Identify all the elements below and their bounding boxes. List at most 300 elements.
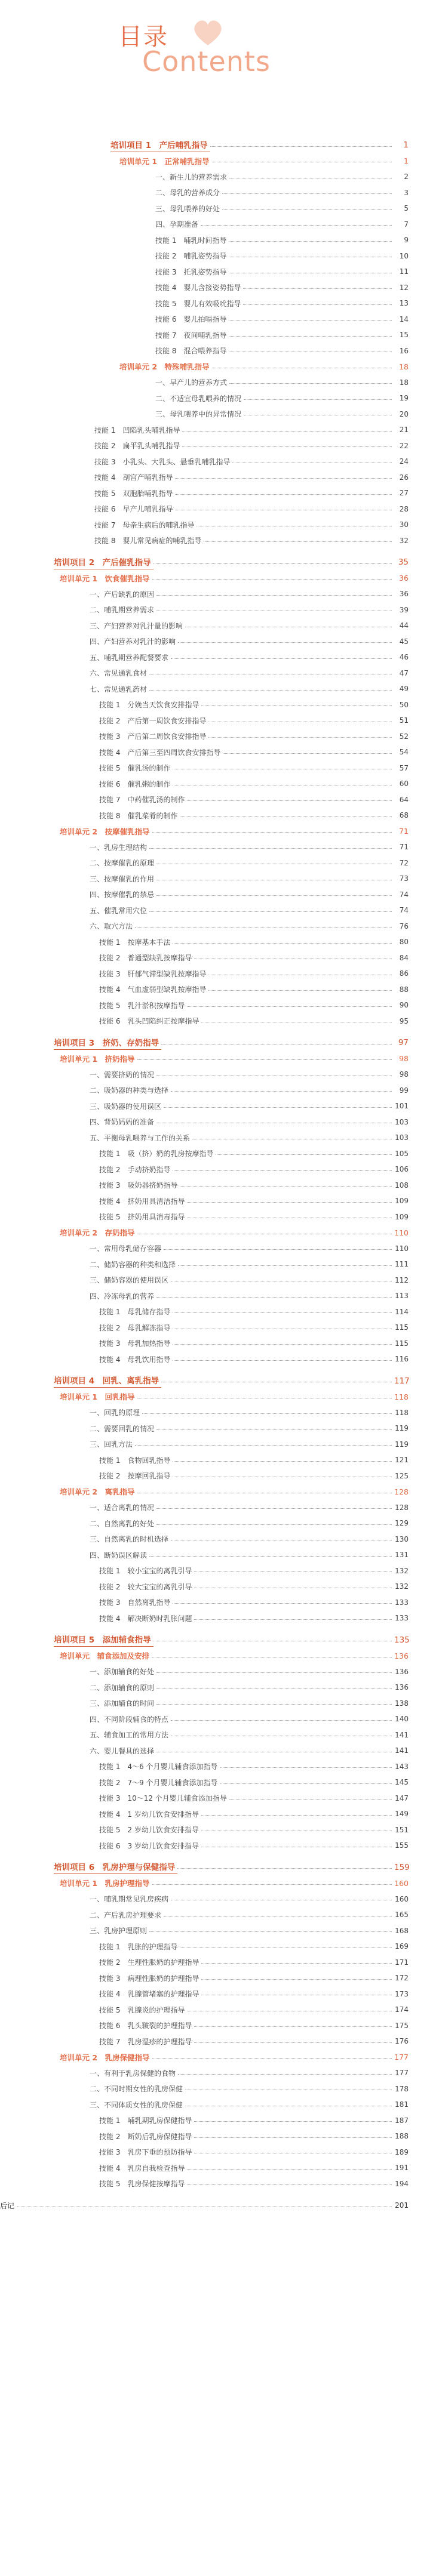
toc-entry-item[interactable] [0,1500,436,1516]
toc-entry-label: 二、母乳的营养成分 [155,189,220,198]
toc-entry-skill[interactable] [0,1178,436,1194]
toc-entry-item[interactable] [0,919,436,935]
toc-entry-label: 培训单元 2 特殊哺乳指导 [119,362,210,372]
toc-entry-label: 技能 8 催乳菜肴的制作 [99,811,178,820]
heart-icon [190,18,226,48]
toc-entry-skill[interactable] [0,232,436,248]
dot-leader [156,1524,392,1525]
toc-entry-page: 54 [399,748,409,757]
toc-entry-unit[interactable] [0,1648,436,1664]
toc-entry-item[interactable] [0,839,436,855]
toc-entry-label: 技能 3 母乳加热指导 [99,1339,171,1348]
toc-entry-item[interactable] [0,586,436,602]
toc-entry-skill[interactable] [0,1822,436,1838]
toc-entry-item[interactable] [0,1696,436,1712]
toc-entry-item[interactable] [0,1532,436,1548]
toc-entry-label: 四、不同阶段辅食的特点 [90,1715,169,1724]
toc-entry-page: 143 [395,1762,409,1771]
toc-entry-label: 技能 2 断奶后乳房保健指导 [99,2132,192,2141]
toc-entry-skill[interactable] [0,280,436,296]
toc-entry-page: 74 [399,906,409,915]
toc-entry-item[interactable] [0,618,436,634]
toc-entry-page: 30 [399,520,409,529]
dot-leader [220,1767,392,1768]
toc-entry-item[interactable] [0,1241,436,1257]
toc-entry-skill[interactable] [0,950,436,966]
toc-entry-project[interactable] [0,1373,436,1389]
toc-entry-label: 技能 2 7～9 个月婴儿辅食添加指导 [99,1778,218,1787]
toc-entry-label: 一、常用母乳储存容器 [90,1244,162,1253]
toc-entry-item[interactable] [0,1272,436,1289]
dot-leader [152,2058,392,2059]
toc-entry-item[interactable] [0,1067,436,1083]
toc-entry-unit[interactable] [0,824,436,840]
toc-entry-skill[interactable] [0,1161,436,1178]
dot-leader [173,1312,392,1313]
toc-entry-label: 培训项目 2 产后催乳指导 [54,556,153,569]
toc-entry-skill[interactable] [0,1774,436,1791]
dot-leader [194,2121,392,2122]
toc-entry-unit[interactable] [0,1051,436,1067]
toc-entry-skill[interactable] [0,2176,436,2192]
toc-entry-label: 技能 6 3 岁幼儿饮食安排指导 [99,1841,199,1850]
dot-leader [222,193,392,194]
toc-entry-label: 技能 4 母乳饮用指导 [99,1355,171,1364]
toc-entry-label: 三、吸奶器的使用误区 [90,1102,162,1111]
dot-leader [229,320,392,321]
toc-entry-unit[interactable] [0,1484,436,1500]
toc-entry-item[interactable] [0,390,436,406]
toc-entry-skill[interactable] [0,422,436,438]
toc-entry-skill[interactable] [0,485,436,501]
toc-entry-skill[interactable] [0,729,436,745]
toc-entry-page: 108 [395,1181,409,1190]
toc-entry-skill[interactable] [0,1013,436,1030]
toc-entry-skill[interactable] [0,966,436,982]
toc-entry-label: 一、早产儿的营养方式 [155,378,228,387]
toc-entry-skill[interactable] [0,1986,436,2002]
toc-entry-page: 171 [395,1958,409,1967]
toc-entry-unit[interactable] [0,1225,436,1241]
toc-entry-page: 24 [399,457,409,466]
toc-entry-page: 121 [395,1456,409,1465]
toc-entry-item[interactable] [0,2081,436,2097]
toc-entry-label: 二、产后乳房护理要求 [90,1911,162,1919]
toc-entry-item[interactable] [0,634,436,650]
dot-leader [137,1059,392,1060]
toc-entry-skill[interactable] [0,1209,436,1225]
toc-entry-label: 技能 3 10～12 个月婴儿辅食添加指导 [99,1794,227,1803]
toc-entry-skill[interactable] [0,501,436,517]
dot-leader [135,1445,392,1446]
toc-entry-page: 57 [399,763,409,772]
toc-entry-label: 三、母乳喂养的好处 [155,204,220,213]
toc-entry-page: 159 [394,1862,410,1872]
toc-entry-item[interactable] [0,665,436,682]
toc-entry-skill[interactable] [0,517,436,533]
toc-entry-page: 12 [399,283,409,292]
toc-entry-skill[interactable] [0,327,436,343]
toc-entry-label: 一、回乳的原理 [90,1409,140,1418]
dot-leader [171,658,392,659]
toc-entry-skill[interactable] [0,2128,436,2144]
toc-entry-skill[interactable] [0,934,436,950]
dot-leader [194,1619,392,1620]
toc-entry-label: 三、不同体质女性的乳房保健 [90,2100,183,2109]
dot-leader [222,209,392,210]
toc-entry-skill[interactable] [0,1579,436,1595]
toc-entry-page: 136 [395,1667,409,1676]
toc-entry-skill[interactable] [0,1610,436,1626]
section-gap [0,1854,436,1860]
toc-entry-skill[interactable] [0,312,436,328]
toc-entry-label: 二、吸奶器的种类与选择 [90,1086,169,1095]
section-gap [0,1626,436,1632]
dot-leader [178,2074,392,2075]
toc-entry-label: 五、催乳常用穴位 [90,906,148,915]
toc-entry-page: 141 [395,1746,409,1755]
toc-entry-skill[interactable] [0,744,436,760]
toc-entry-page: 135 [394,1635,410,1645]
toc-entry-page: 131 [395,1551,409,1560]
dot-leader [210,146,392,147]
toc-entry-page: 99 [399,1086,409,1095]
toc-entry-label: 五、辅食加工的常用方法 [90,1731,169,1740]
toc-entry-page: 80 [399,938,409,947]
toc-entry-label: 技能 2 哺乳姿势指导 [155,252,227,261]
toc-entry-page: 118 [394,1392,409,1401]
toc-entry-label: 技能 4 婴儿含接姿势指导 [155,284,241,292]
toc-entry-item[interactable] [0,887,436,903]
toc-entry-label: 技能 5 婴儿有效吸吮指导 [155,299,241,308]
toc-entry-item[interactable] [0,1907,436,1923]
toc-entry-page: 177 [394,2053,409,2062]
dot-leader [194,2137,392,2138]
toc-entry-skill[interactable] [0,1193,436,1209]
toc-entry-item[interactable] [0,1288,436,1304]
toc-entry-unit[interactable] [0,153,436,170]
toc-entry-page: 68 [399,811,409,820]
toc-entry-page: 138 [395,1699,409,1708]
dot-leader [173,1360,392,1361]
section-gap [0,549,436,554]
toc-entry-project[interactable] [0,1860,436,1876]
toc-entry-page: 18 [399,362,409,371]
toc-entry-item[interactable] [0,871,436,887]
toc-entry-skill[interactable] [0,2033,436,2050]
toc-entry-skill[interactable] [0,1351,436,1367]
toc-entry-item[interactable] [0,1405,436,1421]
toc-entry-item[interactable] [0,602,436,618]
toc-entry-backmatter[interactable] [0,2198,436,2214]
toc-entry-skill[interactable] [0,1336,436,1352]
toc-entry-page: 133 [395,1598,409,1607]
toc-entry-project[interactable] [0,137,436,153]
dot-leader [201,705,392,706]
toc-entry-label: 培训项目 4 回乳、离乳指导 [54,1374,161,1388]
toc-entry-page: 46 [399,653,409,662]
toc-entry-unit[interactable] [0,571,436,587]
toc-entry-label: 技能 1 分娩当天饮食安排指导 [99,701,199,710]
toc-entry-skill[interactable] [0,713,436,729]
toc-entry-skill[interactable] [0,1939,436,1955]
toc-entry-skill[interactable] [0,776,436,792]
dot-leader [177,1868,392,1869]
dot-leader [149,690,392,691]
toc-entry-label: 四、产妇营养对乳汁的影响 [90,637,176,646]
toc-entry-item[interactable] [0,185,436,201]
dot-leader [171,1720,392,1721]
section-gap [0,1367,436,1373]
toc-entry-label: 三、按摩催乳的作用 [90,874,155,883]
toc-entry-label: 三、产妇营养对乳汁量的影响 [90,621,183,630]
toc-entry-page: 1 [403,140,409,150]
dot-leader [171,1091,392,1092]
toc-entry-skill[interactable] [0,2160,436,2176]
toc-entry-page: 44 [399,621,409,630]
dot-leader [173,1603,392,1604]
dot-leader [204,541,392,542]
toc-entry-skill[interactable] [0,533,436,549]
dot-leader [180,1186,392,1187]
toc-entry-page: 117 [394,1376,410,1386]
toc-entry-skill[interactable] [0,438,436,454]
dot-leader [149,1931,392,1932]
toc-entry-item[interactable] [0,406,436,423]
toc-entry-item[interactable] [0,1421,436,1437]
toc-entry-item[interactable] [0,1711,436,1727]
toc-entry-item[interactable] [0,855,436,871]
toc-entry-page: 97 [398,1038,409,1048]
toc-entry-page: 140 [395,1715,409,1724]
dot-leader [156,1688,392,1689]
toc-entry-page: 133 [395,1614,409,1623]
toc-entry-page: 64 [399,795,409,804]
toc-entry-project[interactable] [0,554,436,571]
toc-entry-skill[interactable] [0,1955,436,1971]
toc-entry-project[interactable] [0,1632,436,1648]
toc-entry-item[interactable] [0,902,436,919]
toc-entry-skill[interactable] [0,295,436,312]
toc-entry-label: 技能 2 产后第一周饮食安排指导 [99,716,207,725]
toc-entry-item[interactable] [0,217,436,233]
dot-leader [152,1884,392,1885]
dot-leader [201,1815,392,1816]
toc-entry-skill[interactable] [0,808,436,824]
toc-entry-page: 181 [395,2100,409,2109]
toc-entry-item[interactable] [0,1098,436,1114]
dot-leader [156,1429,392,1430]
toc-entry-skill[interactable] [0,997,436,1013]
dot-leader [178,642,392,643]
toc-entry-skill[interactable] [0,1595,436,1611]
toc-entry-page: 106 [395,1165,409,1174]
toc-entry-page: 114 [395,1307,409,1316]
dot-leader [135,927,392,928]
toc-entry-label: 技能 2 生理性胀奶的护理指导 [99,1958,199,1967]
toc-entry-page: 14 [399,315,409,323]
dot-leader [164,1249,392,1250]
toc-entry-page: 3 [404,188,409,197]
toc-entry-page: 160 [395,1894,409,1903]
toc-entry-item[interactable] [0,1743,436,1759]
toc-entry-skill[interactable] [0,264,436,280]
toc-entry-item[interactable] [0,169,436,185]
dot-leader [208,737,392,738]
toc-entry-page: 174 [395,2005,409,2014]
toc-entry-page: 136 [395,1683,409,1692]
toc-entry-skill[interactable] [0,1468,436,1484]
toc-entry-label: 技能 4 1 岁幼儿饮食安排指导 [99,1810,199,1819]
toc-entry-skill[interactable] [0,2144,436,2161]
toc-entry-page: 112 [395,1275,409,1284]
toc-entry-unit[interactable] [0,1875,436,1891]
toc-entry-label: 技能 4 挤奶用具清洁指导 [99,1197,185,1206]
toc-entry-label: 技能 2 按摩回乳指导 [99,1472,171,1481]
toc-entry-page: 98 [399,1070,409,1079]
toc-entry-skill[interactable] [0,470,436,486]
toc-entry-label: 技能 4 解决断奶时乳胀问题 [99,1614,192,1623]
toc-entry-label: 技能 4 乳房自我检查指导 [99,2164,185,2173]
toc-entry-page: 115 [395,1323,409,1332]
toc-entry-label: 培训项目 5 添加辅食指导 [54,1633,153,1647]
toc-entry-item[interactable] [0,1256,436,1272]
toc-entry-item[interactable] [0,1923,436,1939]
toc-entry-page: 194 [395,2179,409,2188]
toc-entry-unit[interactable] [0,1389,436,1405]
dot-leader [208,990,392,991]
toc-entry-page: 88 [399,985,409,994]
toc-entry-page: 52 [399,732,409,741]
toc-entry-skill[interactable] [0,2113,436,2129]
toc-entry-page: 22 [399,441,409,450]
toc-entry-unit[interactable] [0,359,436,375]
toc-entry-skill[interactable] [0,1452,436,1468]
toc-entry-label: 二、按摩催乳的原理 [90,859,155,868]
toc-entry-page: 71 [399,843,409,852]
toc-entry-label: 技能 2 普通型缺乳按摩指导 [99,954,192,963]
toc-entry-page: 28 [399,504,409,513]
toc-entry-skill[interactable] [0,1146,436,1162]
toc-entry-label: 技能 5 催乳汤的制作 [99,764,171,773]
toc-entry-label: 技能 1 按摩基本手法 [99,938,171,947]
toc-entry-page: 119 [395,1424,409,1433]
toc-entry-label: 四、断奶误区解读 [90,1551,148,1560]
toc-entry-skill[interactable] [0,2002,436,2018]
toc-entry-skill[interactable] [0,1563,436,1579]
toc-entry-item[interactable] [0,1114,436,1130]
toc-entry-page: 155 [395,1841,409,1850]
contents-title-en: Contents [142,45,271,78]
toc-entry-page: 110 [395,1244,409,1253]
toc-entry-skill[interactable] [0,760,436,777]
dot-leader [182,431,392,432]
toc-entry-page: 50 [399,700,409,709]
toc-entry-item[interactable] [0,1515,436,1532]
toc-entry-item[interactable] [0,681,436,697]
dot-leader [187,2184,392,2185]
toc-entry-page: 72 [399,858,409,867]
toc-entry-page: 1 [404,156,409,166]
toc-entry-page: 84 [399,953,409,962]
toc-entry-item[interactable] [0,1437,436,1453]
toc-entry-skill[interactable] [0,1806,436,1822]
toc-entry-item[interactable] [0,375,436,391]
toc-entry-skill[interactable] [0,248,436,264]
section-gap [0,1029,436,1035]
toc-entry-label: 技能 4 产后第三至四周饮食安排指导 [99,748,221,757]
dot-leader [153,563,392,564]
toc-entry-skill[interactable] [0,1838,436,1854]
toc-entry-label: 四、背奶妈妈的准备 [90,1118,155,1127]
toc-entry-skill[interactable] [0,982,436,998]
toc-entry-unit[interactable] [0,2050,436,2066]
toc-entry-label: 技能 1 哺乳时间指导 [155,236,227,245]
dot-leader [156,1704,392,1705]
toc-entry-label: 技能 3 产后第二周饮食安排指导 [99,732,207,741]
toc-entry-page: 178 [395,2084,409,2093]
toc-entry-skill[interactable] [0,454,436,470]
toc-entry-page: 11 [399,267,409,276]
toc-entry-label: 二、添加辅食的原则 [90,1683,155,1692]
toc-entry-page: 189 [395,2147,409,2156]
toc-entry-skill[interactable] [0,1304,436,1320]
toc-entry-item[interactable] [0,201,436,217]
toc-entry-label: 一、乳房生理结构 [90,843,148,852]
toc-entry-skill[interactable] [0,792,436,808]
dot-leader [180,816,392,817]
toc-entry-skill[interactable] [0,697,436,713]
toc-list [0,137,436,2214]
toc-entry-label: 五、平衡母乳喂养与工作的关系 [90,1133,191,1142]
toc-entry-page: 125 [395,1471,409,1480]
toc-entry-page: 160 [394,1878,409,1888]
toc-entry-project[interactable] [0,1035,436,1051]
toc-entry-skill[interactable] [0,1970,436,1986]
toc-entry-item[interactable] [0,2065,436,2081]
toc-entry-skill[interactable] [0,1759,436,1775]
toc-entry-label: 技能 1 吸（挤）奶的乳房按摩指导 [99,1150,214,1158]
toc-entry-page: 101 [395,1102,409,1111]
toc-entry-skill[interactable] [0,2018,436,2034]
dot-leader [149,1556,392,1557]
toc-entry-item[interactable] [0,1891,436,1908]
toc-entry-page: 98 [399,1054,409,1064]
toc-entry-page: 7 [404,220,409,229]
toc-entry-page: 73 [399,874,409,883]
toc-entry-item[interactable] [0,1664,436,1680]
toc-entry-skill[interactable] [0,343,436,359]
dot-leader [175,478,392,479]
toc-entry-page: 13 [399,299,409,308]
toc-entry-item[interactable] [0,1083,436,1099]
toc-entry-item[interactable] [0,649,436,665]
toc-entry-item[interactable] [0,1680,436,1696]
toc-entry-skill[interactable] [0,1320,436,1336]
toc-entry-page: 201 [395,2201,409,2210]
toc-entry-label: 三、储奶容器的使用误区 [90,1276,169,1285]
toc-entry-item[interactable] [0,1727,436,1743]
toc-entry-label: 技能 3 乳房下垂的预防指导 [99,2148,192,2157]
toc-entry-page: 95 [399,1016,409,1025]
toc-entry-item[interactable] [0,2097,436,2113]
dot-leader [229,383,392,384]
toc-entry-item[interactable] [0,1547,436,1563]
toc-entry-page: 130 [395,1534,409,1543]
toc-entry-skill[interactable] [0,1791,436,1807]
toc-entry-item[interactable] [0,1130,436,1146]
toc-entry-label: 技能 1 凹陷乳头哺乳指导 [94,426,180,435]
